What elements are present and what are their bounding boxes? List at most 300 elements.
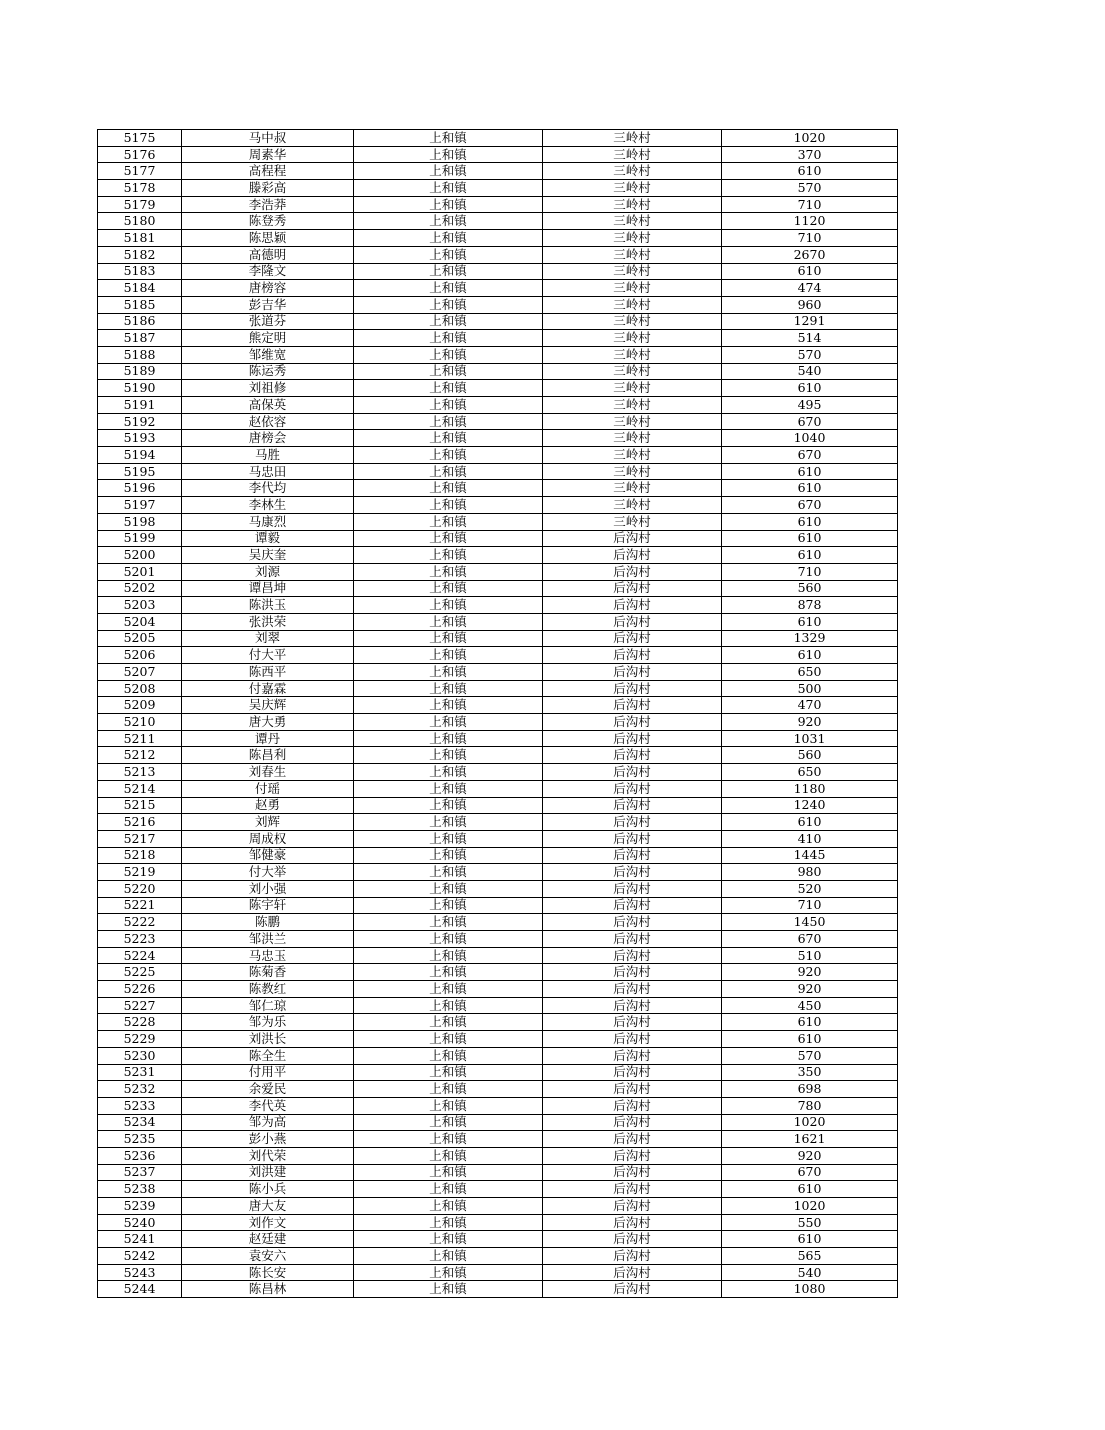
row-id-cell: 5201 xyxy=(98,563,182,580)
name-cell: 彭吉华 xyxy=(182,296,354,313)
amount-cell: 670 xyxy=(722,497,898,514)
row-id-cell: 5206 xyxy=(98,647,182,664)
row-id-cell: 5226 xyxy=(98,981,182,998)
town-cell: 上和镇 xyxy=(354,864,543,881)
row-id-cell: 5194 xyxy=(98,447,182,464)
village-cell: 三岭村 xyxy=(543,296,722,313)
name-cell: 马康烈 xyxy=(182,513,354,530)
village-cell: 后沟村 xyxy=(543,647,722,664)
name-cell: 刘翠 xyxy=(182,630,354,647)
table-row xyxy=(98,1198,898,1215)
table-row xyxy=(98,280,898,297)
amount-cell: 570 xyxy=(722,1047,898,1064)
town-cell: 上和镇 xyxy=(354,647,543,664)
amount-cell: 650 xyxy=(722,664,898,681)
village-cell: 后沟村 xyxy=(543,764,722,781)
name-cell: 马忠田 xyxy=(182,463,354,480)
table-row xyxy=(98,1031,898,1048)
village-cell: 后沟村 xyxy=(543,797,722,814)
village-cell: 三岭村 xyxy=(543,413,722,430)
name-cell: 邹仁琼 xyxy=(182,997,354,1014)
name-cell: 谭毅 xyxy=(182,530,354,547)
table-row xyxy=(98,914,898,931)
table-row xyxy=(98,931,898,948)
village-cell: 三岭村 xyxy=(543,280,722,297)
town-cell: 上和镇 xyxy=(354,1264,543,1281)
table-row xyxy=(98,130,898,147)
town-cell: 上和镇 xyxy=(354,1147,543,1164)
row-id-cell: 5175 xyxy=(98,130,182,147)
amount-cell: 610 xyxy=(722,463,898,480)
table-row xyxy=(98,880,898,897)
amount-cell: 370 xyxy=(722,146,898,163)
row-id-cell: 5228 xyxy=(98,1014,182,1031)
name-cell: 唐大友 xyxy=(182,1198,354,1215)
village-cell: 三岭村 xyxy=(543,163,722,180)
town-cell: 上和镇 xyxy=(354,1231,543,1248)
village-cell: 三岭村 xyxy=(543,330,722,347)
table-row xyxy=(98,230,898,247)
town-cell: 上和镇 xyxy=(354,1097,543,1114)
row-id-cell: 5183 xyxy=(98,263,182,280)
village-cell: 后沟村 xyxy=(543,1097,722,1114)
town-cell: 上和镇 xyxy=(354,880,543,897)
amount-cell: 2670 xyxy=(722,246,898,263)
town-cell: 上和镇 xyxy=(354,1214,543,1231)
village-cell: 后沟村 xyxy=(543,1147,722,1164)
table-row xyxy=(98,1181,898,1198)
village-cell: 后沟村 xyxy=(543,1164,722,1181)
name-cell: 周素华 xyxy=(182,146,354,163)
village-cell: 后沟村 xyxy=(543,563,722,580)
row-id-cell: 5207 xyxy=(98,664,182,681)
row-id-cell: 5240 xyxy=(98,1214,182,1231)
row-id-cell: 5238 xyxy=(98,1181,182,1198)
town-cell: 上和镇 xyxy=(354,430,543,447)
name-cell: 刘祖修 xyxy=(182,380,354,397)
amount-cell: 1031 xyxy=(722,730,898,747)
row-id-cell: 5210 xyxy=(98,714,182,731)
row-id-cell: 5178 xyxy=(98,180,182,197)
town-cell: 上和镇 xyxy=(354,280,543,297)
row-id-cell: 5222 xyxy=(98,914,182,931)
name-cell: 陈长安 xyxy=(182,1264,354,1281)
row-id-cell: 5211 xyxy=(98,730,182,747)
village-cell: 后沟村 xyxy=(543,780,722,797)
row-id-cell: 5242 xyxy=(98,1248,182,1265)
village-cell: 三岭村 xyxy=(543,180,722,197)
amount-cell: 610 xyxy=(722,163,898,180)
row-id-cell: 5225 xyxy=(98,964,182,981)
roster-table-body xyxy=(98,130,898,1298)
amount-cell: 670 xyxy=(722,447,898,464)
name-cell: 陈菊香 xyxy=(182,964,354,981)
table-row xyxy=(98,513,898,530)
name-cell: 陈宇轩 xyxy=(182,897,354,914)
table-row xyxy=(98,196,898,213)
table-row xyxy=(98,563,898,580)
name-cell: 刘春生 xyxy=(182,764,354,781)
town-cell: 上和镇 xyxy=(354,664,543,681)
amount-cell: 780 xyxy=(722,1097,898,1114)
row-id-cell: 5233 xyxy=(98,1097,182,1114)
town-cell: 上和镇 xyxy=(354,180,543,197)
table-row xyxy=(98,146,898,163)
row-id-cell: 5186 xyxy=(98,313,182,330)
table-row xyxy=(98,797,898,814)
name-cell: 张道芬 xyxy=(182,313,354,330)
town-cell: 上和镇 xyxy=(354,563,543,580)
village-cell: 后沟村 xyxy=(543,1047,722,1064)
town-cell: 上和镇 xyxy=(354,830,543,847)
town-cell: 上和镇 xyxy=(354,1014,543,1031)
amount-cell: 560 xyxy=(722,580,898,597)
town-cell: 上和镇 xyxy=(354,1131,543,1148)
amount-cell: 1020 xyxy=(722,130,898,147)
row-id-cell: 5202 xyxy=(98,580,182,597)
amount-cell: 670 xyxy=(722,1164,898,1181)
table-row xyxy=(98,1014,898,1031)
row-id-cell: 5179 xyxy=(98,196,182,213)
amount-cell: 450 xyxy=(722,997,898,1014)
town-cell: 上和镇 xyxy=(354,597,543,614)
amount-cell: 610 xyxy=(722,513,898,530)
village-cell: 三岭村 xyxy=(543,397,722,414)
row-id-cell: 5232 xyxy=(98,1081,182,1098)
name-cell: 张洪荣 xyxy=(182,613,354,630)
name-cell: 付大举 xyxy=(182,864,354,881)
amount-cell: 610 xyxy=(722,530,898,547)
row-id-cell: 5190 xyxy=(98,380,182,397)
table-row xyxy=(98,1081,898,1098)
town-cell: 上和镇 xyxy=(354,931,543,948)
amount-cell: 1240 xyxy=(722,797,898,814)
name-cell: 高保英 xyxy=(182,397,354,414)
table-row xyxy=(98,1114,898,1131)
village-cell: 后沟村 xyxy=(543,680,722,697)
amount-cell: 610 xyxy=(722,1181,898,1198)
table-row xyxy=(98,730,898,747)
name-cell: 陈全生 xyxy=(182,1047,354,1064)
town-cell: 上和镇 xyxy=(354,613,543,630)
village-cell: 后沟村 xyxy=(543,897,722,914)
village-cell: 后沟村 xyxy=(543,630,722,647)
town-cell: 上和镇 xyxy=(354,230,543,247)
row-id-cell: 5185 xyxy=(98,296,182,313)
town-cell: 上和镇 xyxy=(354,1081,543,1098)
table-row xyxy=(98,346,898,363)
table-row xyxy=(98,1214,898,1231)
town-cell: 上和镇 xyxy=(354,547,543,564)
table-row xyxy=(98,330,898,347)
row-id-cell: 5203 xyxy=(98,597,182,614)
table-row xyxy=(98,647,898,664)
table-row xyxy=(98,1147,898,1164)
village-cell: 后沟村 xyxy=(543,1231,722,1248)
village-cell: 三岭村 xyxy=(543,313,722,330)
town-cell: 上和镇 xyxy=(354,1047,543,1064)
name-cell: 邹为乐 xyxy=(182,1014,354,1031)
table-row xyxy=(98,430,898,447)
town-cell: 上和镇 xyxy=(354,196,543,213)
town-cell: 上和镇 xyxy=(354,530,543,547)
table-row xyxy=(98,1231,898,1248)
town-cell: 上和镇 xyxy=(354,246,543,263)
village-cell: 后沟村 xyxy=(543,814,722,831)
name-cell: 李代英 xyxy=(182,1097,354,1114)
village-cell: 三岭村 xyxy=(543,430,722,447)
row-id-cell: 5187 xyxy=(98,330,182,347)
table-row xyxy=(98,764,898,781)
village-cell: 后沟村 xyxy=(543,830,722,847)
name-cell: 刘洪建 xyxy=(182,1164,354,1181)
village-cell: 三岭村 xyxy=(543,146,722,163)
name-cell: 陈洪玉 xyxy=(182,597,354,614)
table-row xyxy=(98,480,898,497)
row-id-cell: 5220 xyxy=(98,880,182,897)
village-cell: 三岭村 xyxy=(543,130,722,147)
table-row xyxy=(98,163,898,180)
table-row xyxy=(98,747,898,764)
village-cell: 三岭村 xyxy=(543,447,722,464)
town-cell: 上和镇 xyxy=(354,764,543,781)
amount-cell: 540 xyxy=(722,363,898,380)
village-cell: 后沟村 xyxy=(543,880,722,897)
town-cell: 上和镇 xyxy=(354,580,543,597)
row-id-cell: 5243 xyxy=(98,1264,182,1281)
town-cell: 上和镇 xyxy=(354,1164,543,1181)
name-cell: 陈小兵 xyxy=(182,1181,354,1198)
town-cell: 上和镇 xyxy=(354,630,543,647)
name-cell: 滕彩高 xyxy=(182,180,354,197)
amount-cell: 495 xyxy=(722,397,898,414)
name-cell: 马中叔 xyxy=(182,130,354,147)
name-cell: 袁安六 xyxy=(182,1248,354,1265)
table-row xyxy=(98,597,898,614)
table-row xyxy=(98,530,898,547)
row-id-cell: 5224 xyxy=(98,947,182,964)
amount-cell: 610 xyxy=(722,263,898,280)
name-cell: 赵勇 xyxy=(182,797,354,814)
table-row xyxy=(98,296,898,313)
table-row xyxy=(98,413,898,430)
row-id-cell: 5235 xyxy=(98,1131,182,1148)
table-row xyxy=(98,246,898,263)
name-cell: 付大平 xyxy=(182,647,354,664)
row-id-cell: 5198 xyxy=(98,513,182,530)
name-cell: 付瑶 xyxy=(182,780,354,797)
row-id-cell: 5227 xyxy=(98,997,182,1014)
name-cell: 陈登秀 xyxy=(182,213,354,230)
table-row xyxy=(98,180,898,197)
village-cell: 后沟村 xyxy=(543,1064,722,1081)
name-cell: 邹健豪 xyxy=(182,847,354,864)
name-cell: 李隆文 xyxy=(182,263,354,280)
table-row xyxy=(98,697,898,714)
table-row xyxy=(98,897,898,914)
row-id-cell: 5213 xyxy=(98,764,182,781)
name-cell: 刘洪长 xyxy=(182,1031,354,1048)
amount-cell: 1020 xyxy=(722,1198,898,1215)
row-id-cell: 5191 xyxy=(98,397,182,414)
village-cell: 后沟村 xyxy=(543,1198,722,1215)
amount-cell: 514 xyxy=(722,330,898,347)
row-id-cell: 5199 xyxy=(98,530,182,547)
name-cell: 陈鹏 xyxy=(182,914,354,931)
name-cell: 陈教红 xyxy=(182,981,354,998)
town-cell: 上和镇 xyxy=(354,847,543,864)
table-row xyxy=(98,864,898,881)
village-cell: 后沟村 xyxy=(543,964,722,981)
row-id-cell: 5209 xyxy=(98,697,182,714)
village-cell: 后沟村 xyxy=(543,697,722,714)
village-cell: 后沟村 xyxy=(543,747,722,764)
village-cell: 三岭村 xyxy=(543,463,722,480)
village-cell: 后沟村 xyxy=(543,580,722,597)
row-id-cell: 5218 xyxy=(98,847,182,864)
amount-cell: 1080 xyxy=(722,1281,898,1298)
table-row xyxy=(98,664,898,681)
town-cell: 上和镇 xyxy=(354,497,543,514)
village-cell: 三岭村 xyxy=(543,513,722,530)
row-id-cell: 5212 xyxy=(98,747,182,764)
name-cell: 吴庆辉 xyxy=(182,697,354,714)
village-cell: 后沟村 xyxy=(543,547,722,564)
table-row xyxy=(98,1064,898,1081)
town-cell: 上和镇 xyxy=(354,146,543,163)
village-cell: 后沟村 xyxy=(543,847,722,864)
town-cell: 上和镇 xyxy=(354,346,543,363)
amount-cell: 520 xyxy=(722,880,898,897)
village-cell: 后沟村 xyxy=(543,613,722,630)
town-cell: 上和镇 xyxy=(354,997,543,1014)
town-cell: 上和镇 xyxy=(354,947,543,964)
table-row xyxy=(98,630,898,647)
town-cell: 上和镇 xyxy=(354,964,543,981)
town-cell: 上和镇 xyxy=(354,797,543,814)
amount-cell: 610 xyxy=(722,1031,898,1048)
row-id-cell: 5216 xyxy=(98,814,182,831)
town-cell: 上和镇 xyxy=(354,981,543,998)
name-cell: 李林生 xyxy=(182,497,354,514)
name-cell: 马忠玉 xyxy=(182,947,354,964)
town-cell: 上和镇 xyxy=(354,163,543,180)
row-id-cell: 5217 xyxy=(98,830,182,847)
name-cell: 唐榜容 xyxy=(182,280,354,297)
row-id-cell: 5208 xyxy=(98,680,182,697)
amount-cell: 350 xyxy=(722,1064,898,1081)
row-id-cell: 5230 xyxy=(98,1047,182,1064)
amount-cell: 1120 xyxy=(722,213,898,230)
village-cell: 三岭村 xyxy=(543,380,722,397)
row-id-cell: 5219 xyxy=(98,864,182,881)
name-cell: 唐榜会 xyxy=(182,430,354,447)
village-cell: 后沟村 xyxy=(543,664,722,681)
amount-cell: 670 xyxy=(722,931,898,948)
table-row xyxy=(98,497,898,514)
amount-cell: 710 xyxy=(722,897,898,914)
village-cell: 三岭村 xyxy=(543,246,722,263)
table-row xyxy=(98,1164,898,1181)
name-cell: 付用平 xyxy=(182,1064,354,1081)
table-row xyxy=(98,313,898,330)
row-id-cell: 5244 xyxy=(98,1281,182,1298)
amount-cell: 980 xyxy=(722,864,898,881)
amount-cell: 920 xyxy=(722,1147,898,1164)
row-id-cell: 5215 xyxy=(98,797,182,814)
row-id-cell: 5200 xyxy=(98,547,182,564)
amount-cell: 540 xyxy=(722,1264,898,1281)
amount-cell: 670 xyxy=(722,413,898,430)
table-row xyxy=(98,363,898,380)
name-cell: 吴庆奎 xyxy=(182,547,354,564)
roster-table xyxy=(97,129,898,1298)
table-row xyxy=(98,1281,898,1298)
town-cell: 上和镇 xyxy=(354,1181,543,1198)
row-id-cell: 5223 xyxy=(98,931,182,948)
town-cell: 上和镇 xyxy=(354,447,543,464)
town-cell: 上和镇 xyxy=(354,780,543,797)
village-cell: 后沟村 xyxy=(543,730,722,747)
village-cell: 后沟村 xyxy=(543,981,722,998)
amount-cell: 550 xyxy=(722,1214,898,1231)
amount-cell: 920 xyxy=(722,714,898,731)
name-cell: 李浩莽 xyxy=(182,196,354,213)
table-row xyxy=(98,680,898,697)
table-row xyxy=(98,547,898,564)
name-cell: 刘作文 xyxy=(182,1214,354,1231)
row-id-cell: 5176 xyxy=(98,146,182,163)
name-cell: 李代均 xyxy=(182,480,354,497)
name-cell: 谭昌坤 xyxy=(182,580,354,597)
name-cell: 赵廷建 xyxy=(182,1231,354,1248)
town-cell: 上和镇 xyxy=(354,130,543,147)
table-row xyxy=(98,997,898,1014)
amount-cell: 1329 xyxy=(722,630,898,647)
village-cell: 后沟村 xyxy=(543,1264,722,1281)
row-id-cell: 5189 xyxy=(98,363,182,380)
village-cell: 后沟村 xyxy=(543,1081,722,1098)
amount-cell: 1040 xyxy=(722,430,898,447)
town-cell: 上和镇 xyxy=(354,897,543,914)
row-id-cell: 5192 xyxy=(98,413,182,430)
town-cell: 上和镇 xyxy=(354,296,543,313)
town-cell: 上和镇 xyxy=(354,330,543,347)
amount-cell: 570 xyxy=(722,180,898,197)
amount-cell: 698 xyxy=(722,1081,898,1098)
amount-cell: 1450 xyxy=(722,914,898,931)
table-row xyxy=(98,847,898,864)
amount-cell: 1291 xyxy=(722,313,898,330)
name-cell: 马胜 xyxy=(182,447,354,464)
table-row xyxy=(98,613,898,630)
amount-cell: 920 xyxy=(722,981,898,998)
amount-cell: 410 xyxy=(722,830,898,847)
row-id-cell: 5188 xyxy=(98,346,182,363)
village-cell: 后沟村 xyxy=(543,914,722,931)
town-cell: 上和镇 xyxy=(354,697,543,714)
village-cell: 三岭村 xyxy=(543,497,722,514)
table-row xyxy=(98,580,898,597)
name-cell: 陈思颖 xyxy=(182,230,354,247)
town-cell: 上和镇 xyxy=(354,463,543,480)
village-cell: 后沟村 xyxy=(543,1131,722,1148)
row-id-cell: 5182 xyxy=(98,246,182,263)
village-cell: 三岭村 xyxy=(543,363,722,380)
row-id-cell: 5239 xyxy=(98,1198,182,1215)
row-id-cell: 5184 xyxy=(98,280,182,297)
table-row xyxy=(98,1097,898,1114)
